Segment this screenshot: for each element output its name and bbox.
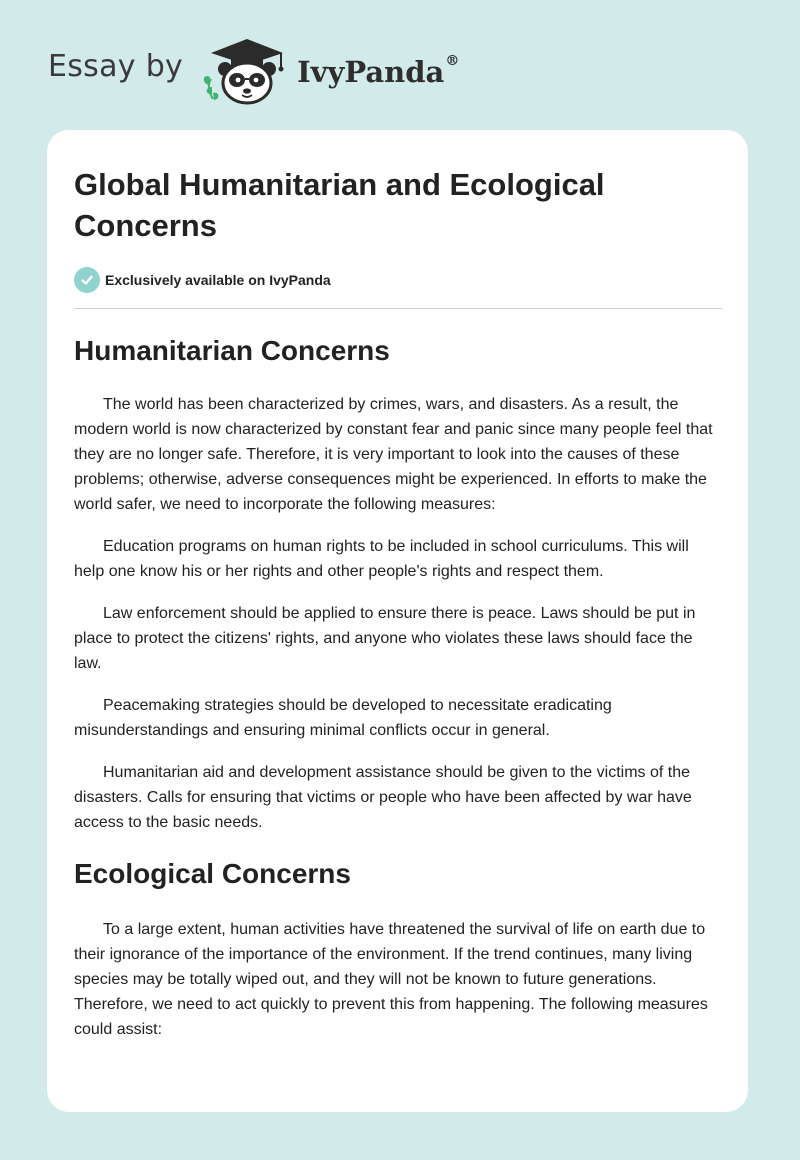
site-header <box>48 34 459 106</box>
section-heading-ecological: Ecological Concerns <box>74 858 351 889</box>
panda-graduation-cap-icon[interactable] <box>197 33 293 107</box>
divider <box>74 308 722 309</box>
ivypanda-brand[interactable] <box>297 55 459 89</box>
exclusive-badge <box>74 266 722 294</box>
registered-mark: ® <box>445 53 460 69</box>
section-heading-humanitarian: Humanitarian Concerns <box>74 335 390 366</box>
paragraph: Peacemaking strategies should be developed to necessitate eradicating misunderstandings and ensuring minimal conflicts occur in general. <box>74 697 612 739</box>
check-circle-icon <box>74 267 100 293</box>
exclusive-label: Exclusively available on IvyPanda <box>105 272 331 288</box>
paragraph: Law enforcement should be applied to ensure there is peace. Laws should be put in place to protect the citizens' rights, and anyone who violates these laws should face the law. <box>74 605 696 672</box>
paragraph: Education programs on human rights to be included in school curriculums. This will help one know his or her rights and other people's rights and respect them. <box>74 538 689 580</box>
essay-card <box>47 130 748 1112</box>
paragraph: Humanitarian aid and development assistance should be given to the victims of the disasters. Calls for ensuring that victims or people who have been affected by war have access to the basic needs. <box>74 764 692 831</box>
brand-name: IvyPanda <box>297 55 445 89</box>
essay-by-label: Essay by <box>48 48 184 84</box>
paragraph: To a large extent, human activities have threatened the survival of life on earth due to their ignorance of the importance of the environment. If the trend continues, many living species may be totally wiped out, and they will not be known to future generations. Therefore, we need to act quickly to prevent this from happening. The following measures could assist: <box>74 921 708 1038</box>
paragraph: The world has been characterized by crimes, wars, and disasters. As a result, the modern world is now characterized by constant fear and panic since many people feel that they are no longer safe. Therefore, it is very important to look into the causes of these problems; otherwise, adverse consequences might be experienced. In efforts to make the world safer, we need to incorporate the following measures: <box>74 396 713 513</box>
essay-title: Global Humanitarian and Ecological Concerns <box>74 167 605 243</box>
